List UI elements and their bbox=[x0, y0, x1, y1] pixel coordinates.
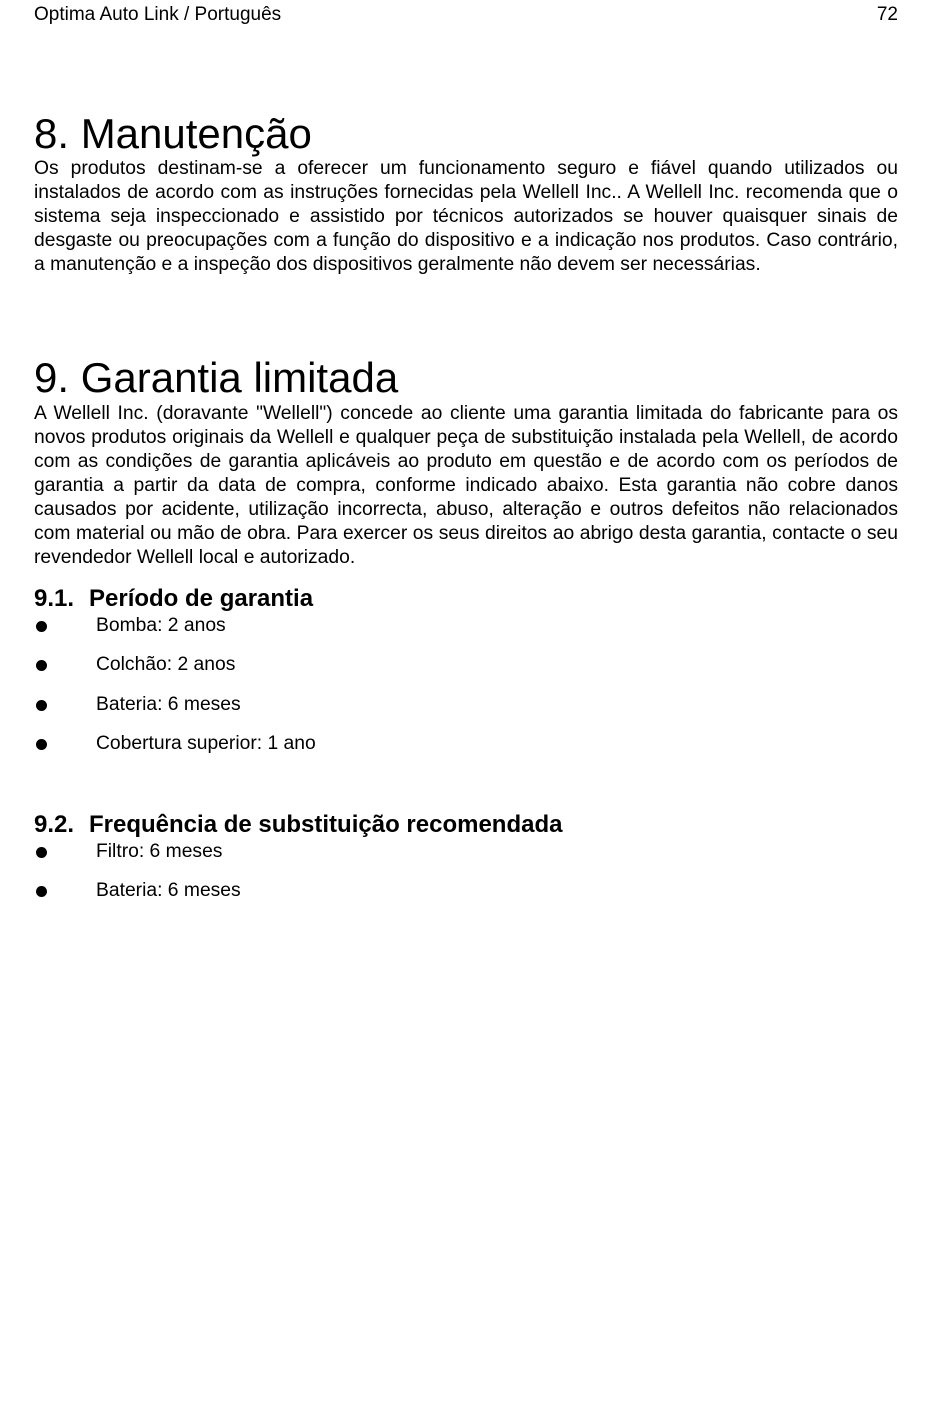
list-item bbox=[34, 614, 226, 653]
warranty-period-list bbox=[34, 614, 316, 771]
list-item-text: Filtro: 6 meses bbox=[96, 841, 223, 862]
list-item bbox=[34, 732, 316, 771]
section-8-body: Os produtos destinam-se a oferecer um funcionamento seguro e fiável quando utilizados ou instalados de acordo com as instruções fornecidas pela Wellell Inc.. A Wellell Inc. recomenda que o sistema seja inspeccionado e assistido por técnicos autorizados se houver quaisquer sinais de desgaste ou preocupações com a função do dispositivo e a indicação nos produtos. Caso contrário, a manutenção e a inspeção dos dispositivos geralmente não devem ser necessárias. bbox=[34, 158, 898, 275]
list-item-text: Bateria: 6 meses bbox=[96, 693, 241, 715]
replacement-frequency-list bbox=[34, 840, 241, 919]
section-9-2-heading bbox=[34, 811, 562, 839]
bullet-icon bbox=[36, 847, 47, 858]
list-item bbox=[34, 840, 223, 879]
header-title: Optima Auto Link / Português bbox=[34, 4, 282, 25]
bullet-icon bbox=[36, 739, 47, 750]
section-9-1-title: Período de garantia bbox=[89, 585, 314, 612]
list-item-text: Bateria: 6 meses bbox=[96, 880, 241, 902]
bullet-icon bbox=[36, 886, 47, 897]
bullet-icon bbox=[36, 660, 47, 671]
section-9-2-number: 9.2. bbox=[34, 811, 75, 838]
page-number: 72 bbox=[876, 4, 898, 25]
list-item bbox=[34, 693, 241, 732]
list-item-text: Cobertura superior: 1 ano bbox=[96, 732, 316, 754]
list-item-text: Bomba: 2 anos bbox=[96, 615, 226, 636]
bullet-icon bbox=[36, 621, 47, 632]
section-9-2-title: Frequência de substituição recomendada bbox=[89, 811, 563, 838]
section-9-1-heading bbox=[34, 585, 313, 613]
page-header bbox=[34, 3, 898, 27]
section-9-heading: 9. Garantia limitada bbox=[34, 354, 399, 401]
bullet-icon bbox=[36, 700, 47, 711]
list-item bbox=[34, 653, 236, 692]
list-item-text: Colchão: 2 anos bbox=[96, 654, 236, 676]
list-item bbox=[34, 879, 241, 918]
section-9-body: A Wellell Inc. (doravante "Wellell") concede ao cliente uma garantia limitada do fabricante para os novos produtos originais da Wellell e qualquer peça de substituição instalada pela Wellell, de acordo com as condições de garantia aplicáveis ao produto em questão e de acordo com os períodos de garantia a partir da data de compra, conforme indicado abaixo. Esta garantia não cobre danos causados por acidente, utilização incorrecta, abuso, alteração e outros defeitos não relacionados com material ou mão de obra. Para exercer os seus direitos ao abrigo desta garantia, contacte o seu revendedor Wellell local e autorizado. bbox=[34, 403, 898, 568]
section-9-1-number: 9.1. bbox=[34, 585, 75, 612]
section-8-heading: 8. Manutenção bbox=[34, 110, 312, 157]
